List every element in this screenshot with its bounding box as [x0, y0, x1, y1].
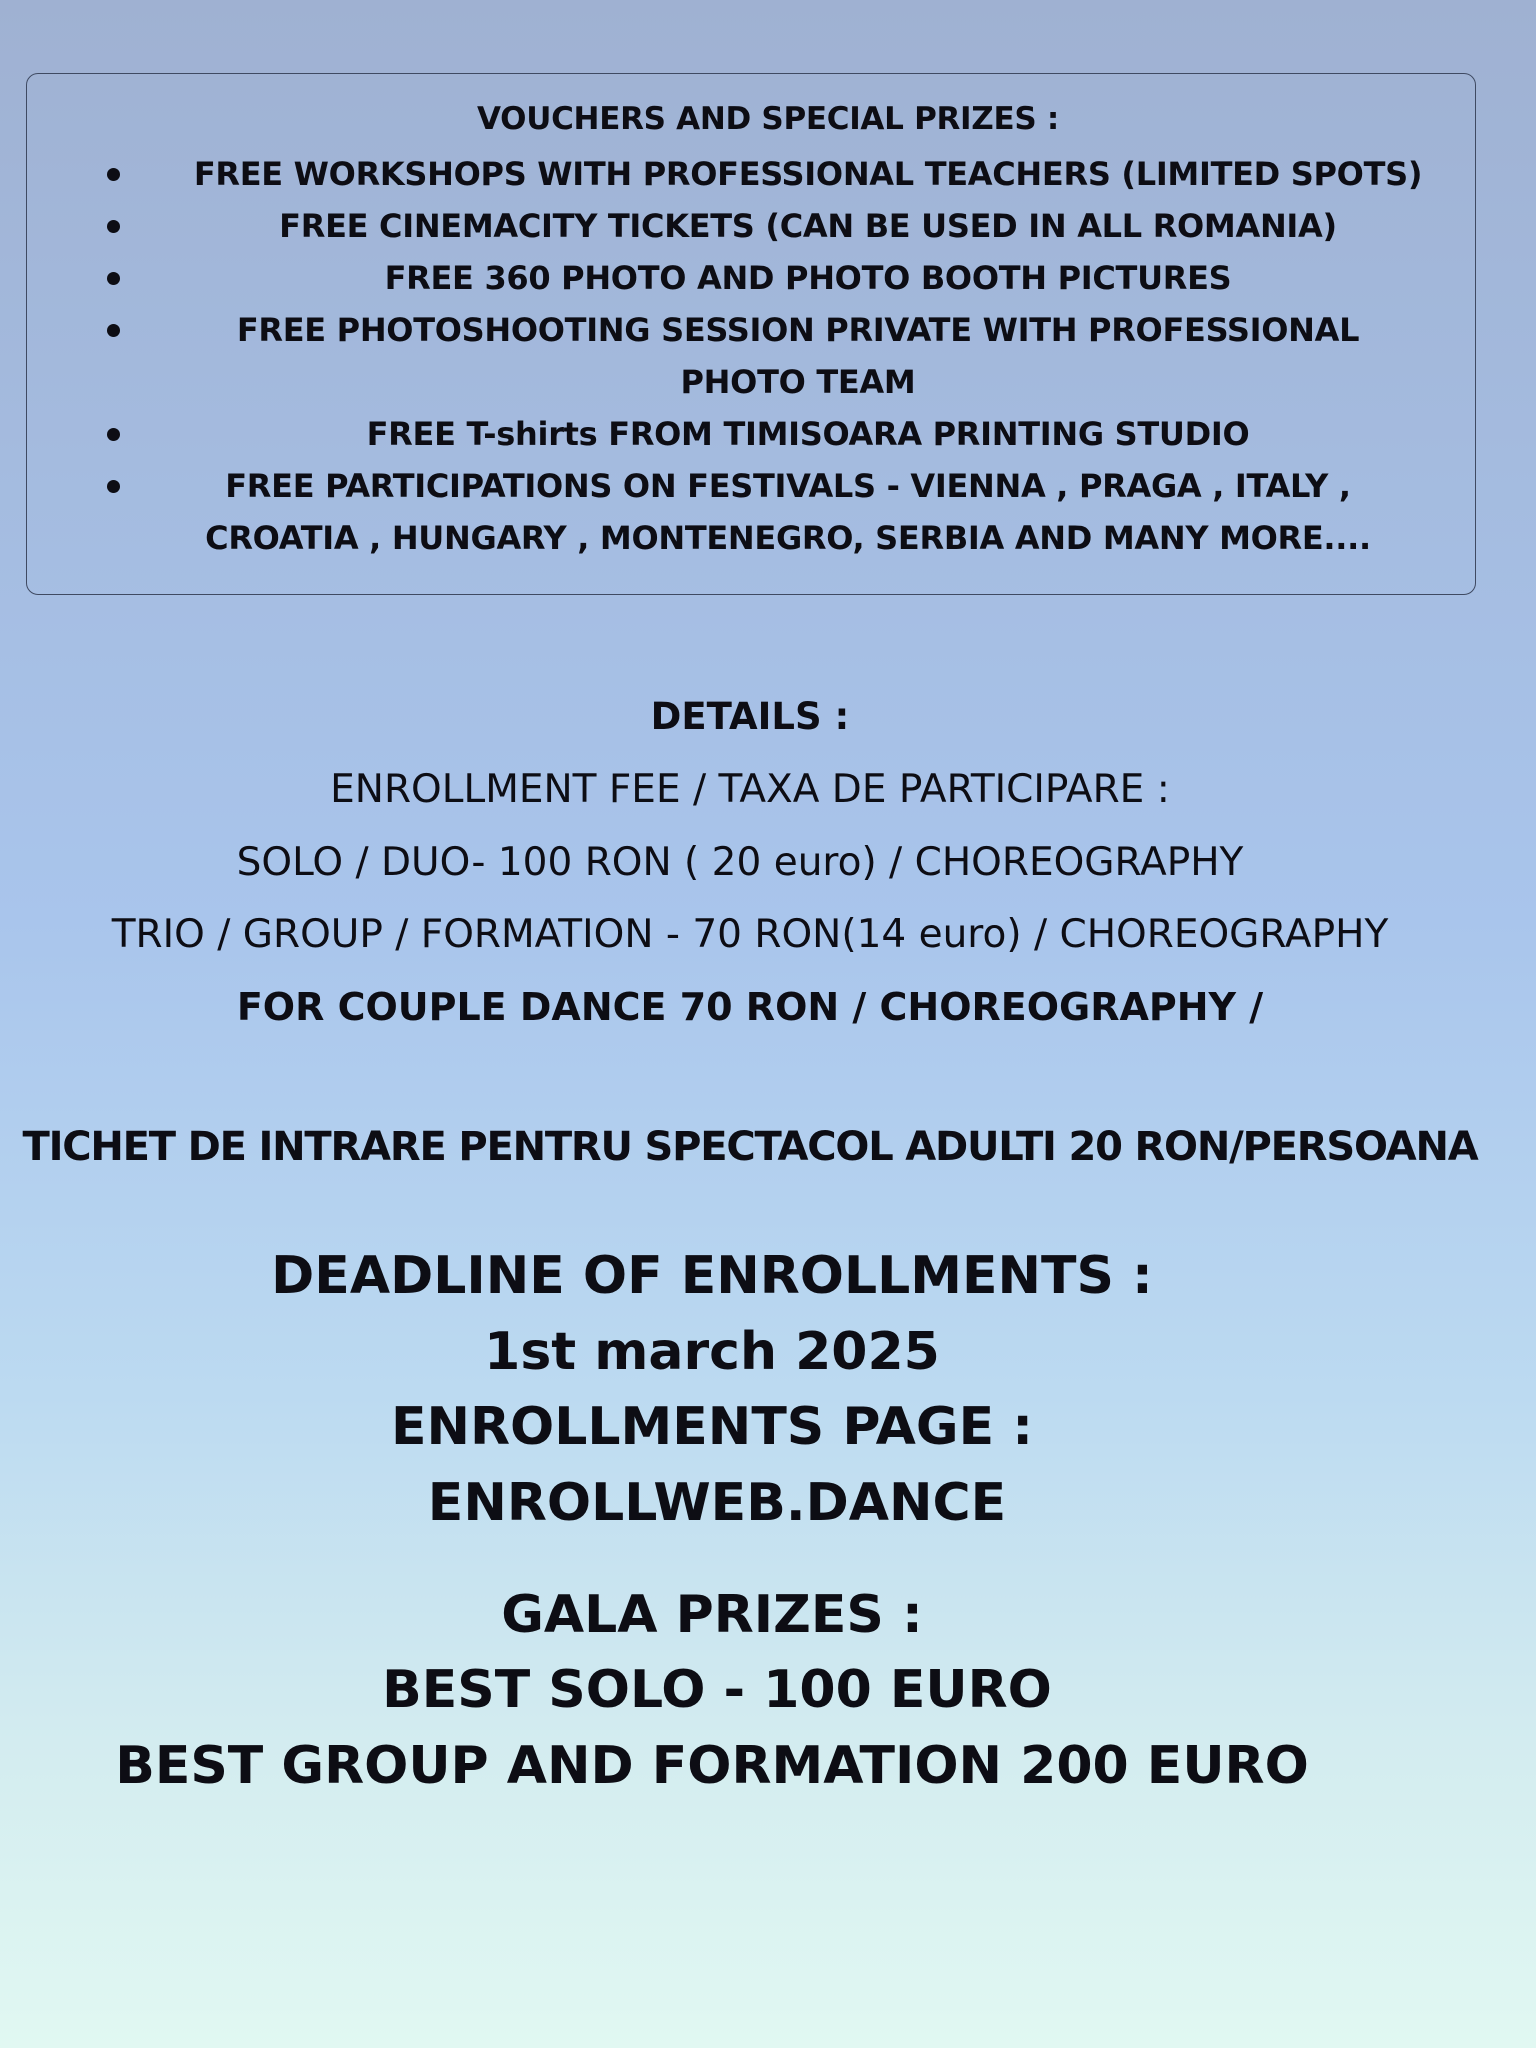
gala-best-solo: BEST SOLO - 100 EURO [382, 1660, 1052, 1720]
fee-trio-group: TRIO / GROUP / FORMATION - 70 RON(14 euro) / CHOREOGRAPHY [111, 912, 1389, 957]
enrollments-page-url: ENROLLWEB.DANCE [427, 1473, 1007, 1533]
fee-couple-dance: FOR COUPLE DANCE 70 RON / CHOREOGRAPHY / [236, 985, 1264, 1029]
bullet-icon [107, 220, 120, 233]
bullet-icon [107, 272, 120, 285]
special-prizes-title: VOUCHERS AND SPECIAL PRIZES : [477, 101, 1059, 137]
fee-solo-duo: SOLO / DUO- 100 RON ( 20 euro) / CHOREOGRAPHY [236, 840, 1244, 885]
prize-item-label: FREE CINEMACITY TICKETS (CAN BE USED IN ALL ROMANIA) [279, 207, 1337, 245]
prize-item-festivals [0, 460, 1536, 564]
special-prizes-list [0, 148, 1536, 564]
bullet-icon [107, 168, 120, 181]
prize-item-label: FREE PHOTOSHOOTING SESSION PRIVATE WITH PROFESSIONAL PHOTO TEAM [236, 311, 1360, 401]
enrollments-page-title: ENROLLMENTS PAGE : [390, 1397, 1034, 1457]
prize-item-label: FREE T-shirts FROM TIMISOARA PRINTING STUDIO [366, 415, 1250, 453]
details-title: DETAILS : [650, 695, 850, 738]
gala-best-group: BEST GROUP AND FORMATION 200 EURO [115, 1736, 1309, 1796]
bullet-icon [107, 480, 120, 493]
entry-ticket-price: TICHET DE INTRARE PENTRU SPECTACOL ADULTI 20 RON/PERSOANA [22, 1124, 1478, 1170]
deadline-date: 1st march 2025 [484, 1322, 940, 1382]
prize-item-tshirts [0, 408, 1536, 460]
prize-item-label: FREE 360 PHOTO AND PHOTO BOOTH PICTURES [384, 259, 1232, 297]
prize-item-photoshooting [0, 304, 1536, 408]
gala-prizes-title: GALA PRIZES : [501, 1585, 923, 1645]
prize-item-workshops [0, 148, 1536, 200]
enrollment-fee-heading: ENROLLMENT FEE / TAXA DE PARTICIPARE : [330, 767, 1170, 812]
bullet-icon [107, 324, 120, 337]
prize-item-cinema-tickets [0, 200, 1536, 252]
prize-item-label: FREE WORKSHOPS WITH PROFESSIONAL TEACHERS (LIMITED SPOTS) [193, 155, 1423, 193]
bullet-icon [107, 428, 120, 441]
prize-item-label: FREE PARTICIPATIONS ON FESTIVALS - VIENNA , PRAGA , ITALY , CROATIA , HUNGARY , MONTENEGRO, SERBIA AND MANY MORE.... [205, 467, 1371, 557]
prize-item-photo-booth [0, 252, 1536, 304]
deadline-title: DEADLINE OF ENROLLMENTS : [271, 1246, 1153, 1306]
